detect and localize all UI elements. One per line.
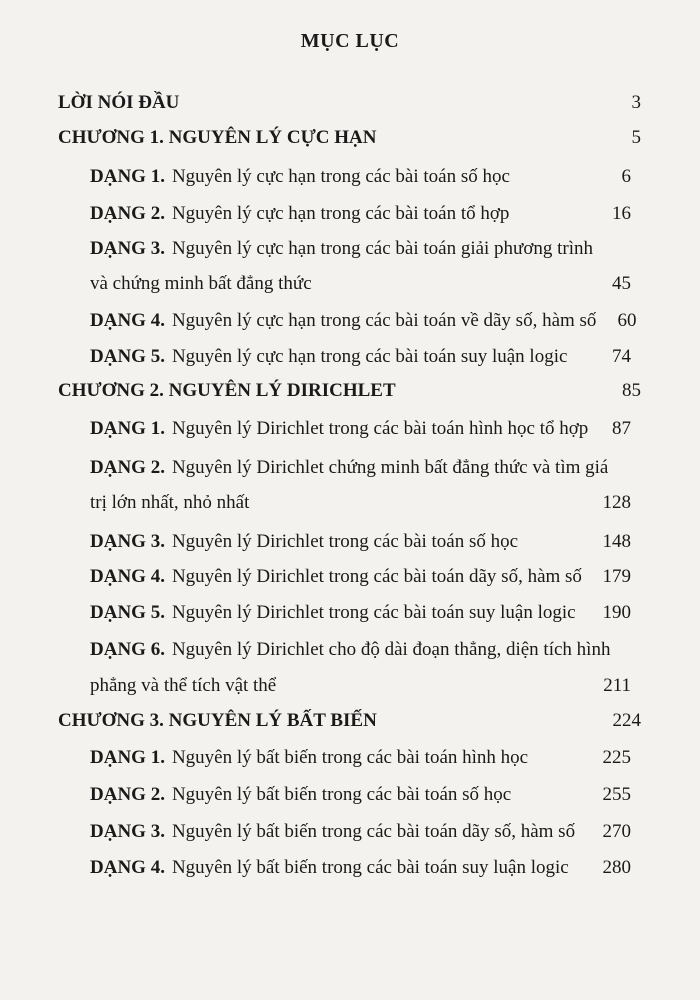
toc-entry-text: CHƯƠNG 1. NGUYÊN LÝ CỰC HẠN — [58, 127, 377, 148]
toc-entry-text: Nguyên lý bất biến trong các bài toán suy luận logic — [171, 857, 569, 878]
toc-entry-text: Nguyên lý cực hạn trong các bài toán tổ hợp — [171, 203, 510, 224]
toc-entry-page: 74 — [612, 346, 631, 367]
toc-entry — [90, 747, 631, 777]
toc-entry-text: Nguyên lý Dirichlet trong các bài toán hình học tổ hợp — [171, 418, 589, 439]
toc-entry-text: Nguyên lý Dirichlet trong các bài toán dãy số, hàm số — [171, 566, 582, 587]
toc-entry — [90, 531, 631, 561]
toc-entry-page: 16 — [612, 203, 631, 224]
toc-entry-text: Nguyên lý bất biến trong các bài toán hình học — [171, 747, 529, 768]
toc-entry-page: 60 — [617, 310, 637, 331]
toc-entry-page: 45 — [612, 273, 631, 294]
toc-entry — [90, 784, 631, 814]
toc-entry-label: DẠNG 5. — [90, 346, 165, 367]
toc-entry-text: CHƯƠNG 2. NGUYÊN LÝ DIRICHLET — [58, 380, 396, 401]
toc-entry-label: DẠNG 1. — [90, 747, 165, 768]
toc-entry-page: 280 — [602, 857, 631, 878]
toc-entry-text: Nguyên lý cực hạn trong các bài toán suy luận logic — [171, 346, 568, 367]
toc-entry-label: DẠNG 6. — [90, 639, 165, 660]
toc-entry-page: 5 — [631, 127, 641, 148]
toc-entry-page: 190 — [602, 602, 631, 623]
toc-entry-page: 225 — [602, 747, 631, 768]
toc-entry-page: 224 — [612, 710, 641, 731]
toc-chapter-1 — [58, 127, 641, 157]
toc-entry-label: DẠNG 4. — [90, 857, 165, 878]
toc-entry-text: Nguyên lý cực hạn trong các bài toán số học — [171, 166, 510, 187]
toc-entry-label: DẠNG 4. — [90, 566, 165, 587]
toc-entry-continuation — [90, 492, 631, 522]
toc-entry — [90, 639, 631, 669]
toc-entry — [90, 166, 631, 196]
toc-entry-text: CHƯƠNG 3. NGUYÊN LÝ BẤT BIẾN — [58, 710, 377, 731]
toc-entry-label: DẠNG 2. — [90, 457, 165, 478]
toc-entry — [90, 602, 631, 632]
toc-entry-label: DẠNG 1. — [90, 166, 165, 187]
toc-entry-text: Nguyên lý Dirichlet chứng minh bất đẳng thức và tìm giá — [171, 457, 609, 478]
toc-entry-page: 179 — [602, 566, 631, 587]
toc-entry — [90, 310, 637, 340]
toc-entry — [90, 203, 631, 233]
toc-entry-page: 148 — [602, 531, 631, 552]
toc-entry-text: Nguyên lý Dirichlet trong các bài toán số học — [171, 531, 519, 552]
toc-entry-page: 87 — [612, 418, 631, 439]
toc-entry — [90, 857, 631, 887]
toc-entry — [90, 457, 631, 487]
toc-entry-page: 3 — [631, 92, 641, 113]
toc-chapter-3 — [58, 710, 641, 740]
toc-entry-text: và chứng minh bất đẳng thức — [90, 273, 312, 294]
page-title: MỤC LỤC — [300, 30, 400, 52]
toc-entry-text: Nguyên lý bất biến trong các bài toán số học — [171, 784, 512, 805]
toc-entry-label: DẠNG 4. — [90, 310, 165, 331]
toc-entry-text: Nguyên lý Dirichlet trong các bài toán suy luận logic — [171, 602, 576, 623]
toc-entry-page: 6 — [621, 166, 631, 187]
toc-entry-page: 255 — [602, 784, 631, 805]
toc-entry-preface — [58, 92, 641, 122]
toc-entry-page: 270 — [602, 821, 631, 842]
toc-entry-label: DẠNG 3. — [90, 531, 165, 552]
toc-entry — [90, 238, 631, 268]
toc-entry-label: DẠNG 5. — [90, 602, 165, 623]
toc-entry — [90, 418, 631, 448]
toc-entry-text: LỜI NÓI ĐẦU — [58, 92, 180, 113]
toc-entry-label: DẠNG 2. — [90, 784, 165, 805]
toc-entry-continuation — [90, 273, 631, 303]
toc-entry-text: trị lớn nhất, nhỏ nhất — [90, 492, 250, 513]
toc-entry-text: Nguyên lý bất biến trong các bài toán dãy số, hàm số — [171, 821, 576, 842]
toc-entry-page: 211 — [603, 675, 631, 696]
toc-entry — [90, 566, 631, 596]
toc-entry-label: DẠNG 2. — [90, 203, 165, 224]
toc-entry-page: 85 — [622, 380, 641, 401]
toc-entry-continuation — [90, 675, 631, 705]
toc-chapter-2 — [58, 380, 641, 410]
toc-entry-label: DẠNG 1. — [90, 418, 165, 439]
toc-entry-text: Nguyên lý cực hạn trong các bài toán về dãy số, hàm số — [171, 310, 597, 331]
toc-entry-text: phẳng và thể tích vật thể — [90, 675, 277, 696]
toc-entry-label: DẠNG 3. — [90, 238, 165, 259]
toc-entry-text: Nguyên lý Dirichlet cho độ dài đoạn thẳng, diện tích hình — [171, 639, 611, 660]
toc-entry — [90, 821, 631, 851]
toc-entry-text: Nguyên lý cực hạn trong các bài toán giải phương trình — [171, 238, 594, 259]
toc-entry-page: 128 — [602, 492, 631, 513]
toc-entry — [90, 346, 631, 376]
toc-entry-label: DẠNG 3. — [90, 821, 165, 842]
